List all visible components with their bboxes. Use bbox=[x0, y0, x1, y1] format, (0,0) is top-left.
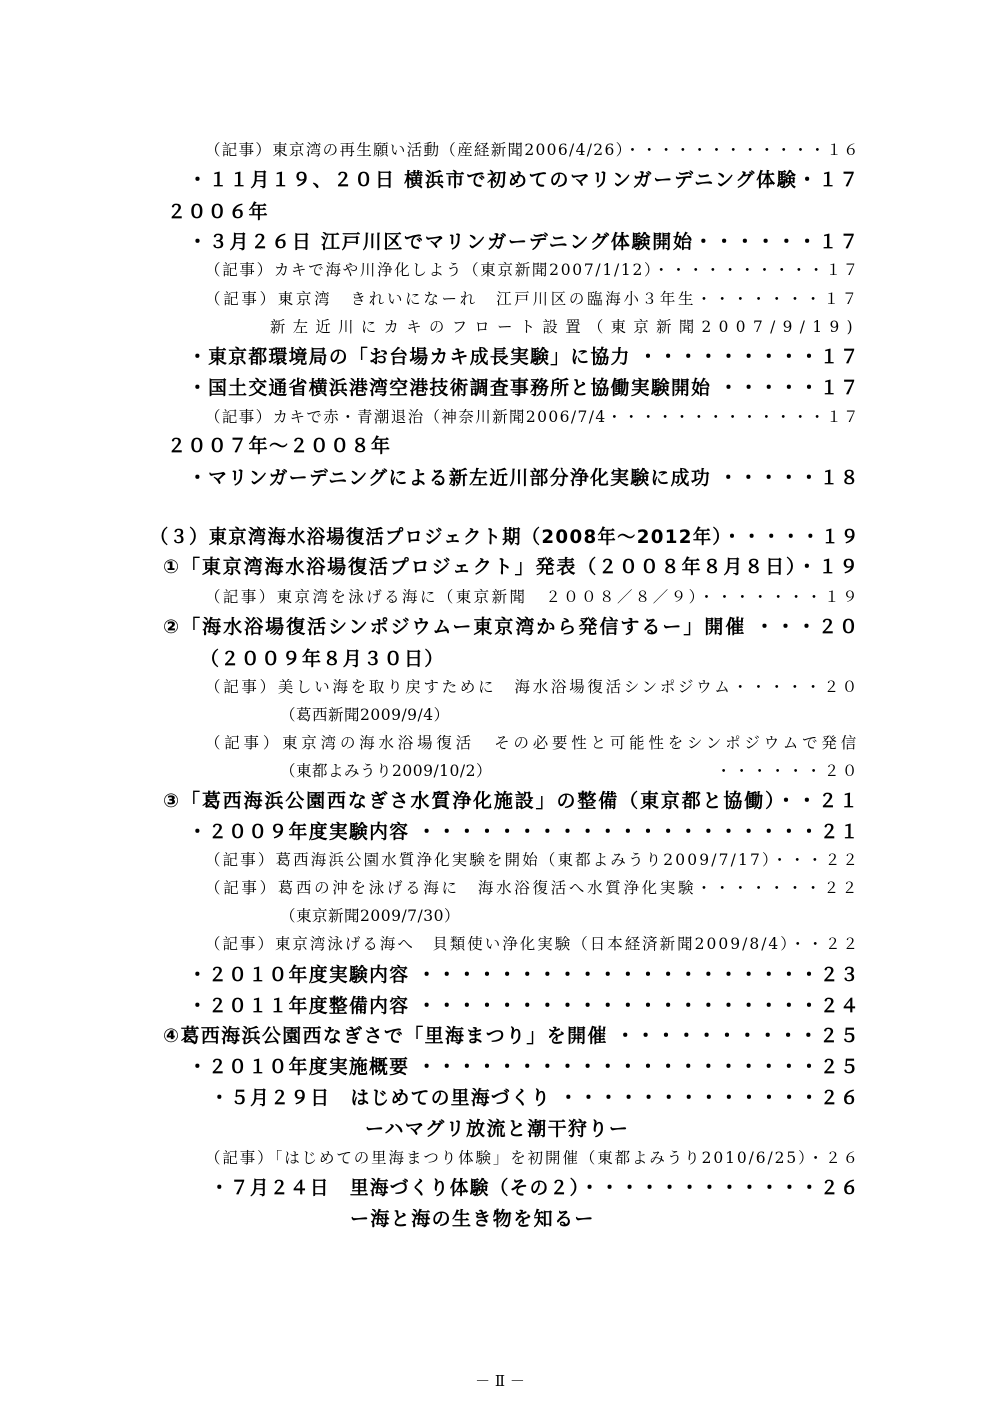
toc-entry: ・国土交通省横浜港湾空港技術調査事務所と協働実験開始 ・・・・・１７ bbox=[188, 377, 860, 399]
toc-subsection-heading: ③「葛西海浜公園西なぎさ水質浄化施設」の整備（東京都と協働）・・２１ bbox=[163, 790, 860, 812]
toc-article-entry: （記事）「はじめての里海まつり体験」を初開催（東都よみうり2010/6/25）・２６ bbox=[205, 1149, 860, 1167]
toc-event-entry: ・５月２９日 はじめての里海づくり ・・・・・・・・・・・・・２６ bbox=[210, 1087, 860, 1109]
toc-entry: ・２０１０年度実験内容 ・・・・・・・・・・・・・・・・・・・・２３ bbox=[188, 964, 860, 986]
toc-article-entry: （記事）東京湾 きれいになーれ 江戸川区の臨海小３年生・・・・・・・１７ bbox=[205, 290, 860, 308]
toc-entry: ・３月２６日 江戸川区でマリンガーデニング体験開始・・・・・・１７ bbox=[188, 231, 860, 253]
toc-subsection-date: （２００９年８月３０日） bbox=[200, 648, 445, 670]
toc-article-entry: （記事）東京湾を泳げる海に（東京新聞 ２００８／８／９）・・・・・・・１９ bbox=[205, 588, 860, 606]
toc-article-entry: （記事）東京湾の海水浴場復活 その必要性と可能性をシンポジウムで発信 bbox=[205, 734, 860, 752]
toc-article-entry-continued: 新左近川にカキのフロート設置（東京新聞2007/9/19) bbox=[270, 318, 860, 336]
toc-article-entry-continued: （東都よみうり2009/10/2） bbox=[280, 762, 492, 780]
toc-year-heading: ２００６年 bbox=[167, 201, 270, 223]
toc-entry: ・２００９年度実験内容 ・・・・・・・・・・・・・・・・・・・・２１ bbox=[188, 821, 860, 843]
toc-article-entry-continued: （東京新聞2009/7/30） bbox=[280, 907, 460, 925]
toc-subsection-heading: ②「海水浴場復活シンポジウムー東京湾から発信するー」開催 ・・・２０ bbox=[163, 616, 860, 638]
toc-article-entry: （記事）東京湾の再生願い活動（産経新聞2006/4/26）・・・・・・・・・・・・１６ bbox=[205, 141, 860, 159]
toc-event-subtitle: ーハマグリ放流と潮干狩りー bbox=[365, 1118, 630, 1140]
toc-section-heading: （３）東京湾海水浴場復活プロジェクト期（2008年～2012年）・・・・・１９ bbox=[150, 526, 860, 548]
toc-year-heading: ２００７年～２００８年 bbox=[167, 435, 392, 457]
toc-entry: ・２０１１年度整備内容 ・・・・・・・・・・・・・・・・・・・・２４ bbox=[188, 995, 860, 1017]
toc-article-entry-continued: （葛西新聞2009/9/4） bbox=[280, 706, 450, 724]
toc-event-subtitle: ー海と海の生き物を知るー bbox=[350, 1208, 595, 1230]
toc-event-entry: ・７月２４日 里海づくり体験（その２）・・・・・・・・・・・・２６ bbox=[210, 1177, 860, 1199]
toc-subsection-heading: ①「東京湾海水浴場復活プロジェクト」発表（２００８年８月８日）・１９ bbox=[163, 556, 860, 578]
toc-entry: ・１１月１９、２０日 横浜市で初めてのマリンガーデニング体験・１７ bbox=[188, 169, 860, 191]
toc-entry: ・東京都環境局の「お台場カキ成長実験」に協力 ・・・・・・・・・１７ bbox=[188, 346, 860, 368]
page-number: － Ⅱ － bbox=[475, 1372, 525, 1390]
toc-page-leader: ・・・・・・２０ bbox=[716, 762, 860, 780]
toc-subsection-heading: ④葛西海浜公園西なぎさで「里海まつり」を開催 ・・・・・・・・・・２５ bbox=[163, 1025, 860, 1047]
toc-entry: ・マリンガーデニングによる新左近川部分浄化実験に成功 ・・・・・１８ bbox=[188, 467, 860, 489]
toc-article-entry: （記事）葛西の沖を泳げる海に 海水浴復活へ水質浄化実験・・・・・・・２２ bbox=[205, 879, 860, 897]
toc-article-entry: （記事）葛西海浜公園水質浄化実験を開始（東都よみうり2009/7/17）・・・２２ bbox=[205, 851, 860, 869]
toc-article-entry: （記事）カキで海や川浄化しよう（東京新聞2007/1/12）・・・・・・・・・・１７ bbox=[205, 261, 860, 279]
toc-article-entry: （記事）カキで赤・青潮退治（神奈川新聞2006/7/4・・・・・・・・・・・・・１７ bbox=[205, 408, 860, 426]
toc-entry: ・２０１０年度実施概要 ・・・・・・・・・・・・・・・・・・・・２５ bbox=[188, 1056, 860, 1078]
toc-article-entry: （記事）美しい海を取り戻すために 海水浴場復活シンポジウム・・・・・２０ bbox=[205, 678, 860, 696]
toc-article-entry: （記事）東京湾泳げる海へ 貝類使い浄化実験（日本経済新聞2009/8/4）・・２２ bbox=[205, 935, 860, 953]
